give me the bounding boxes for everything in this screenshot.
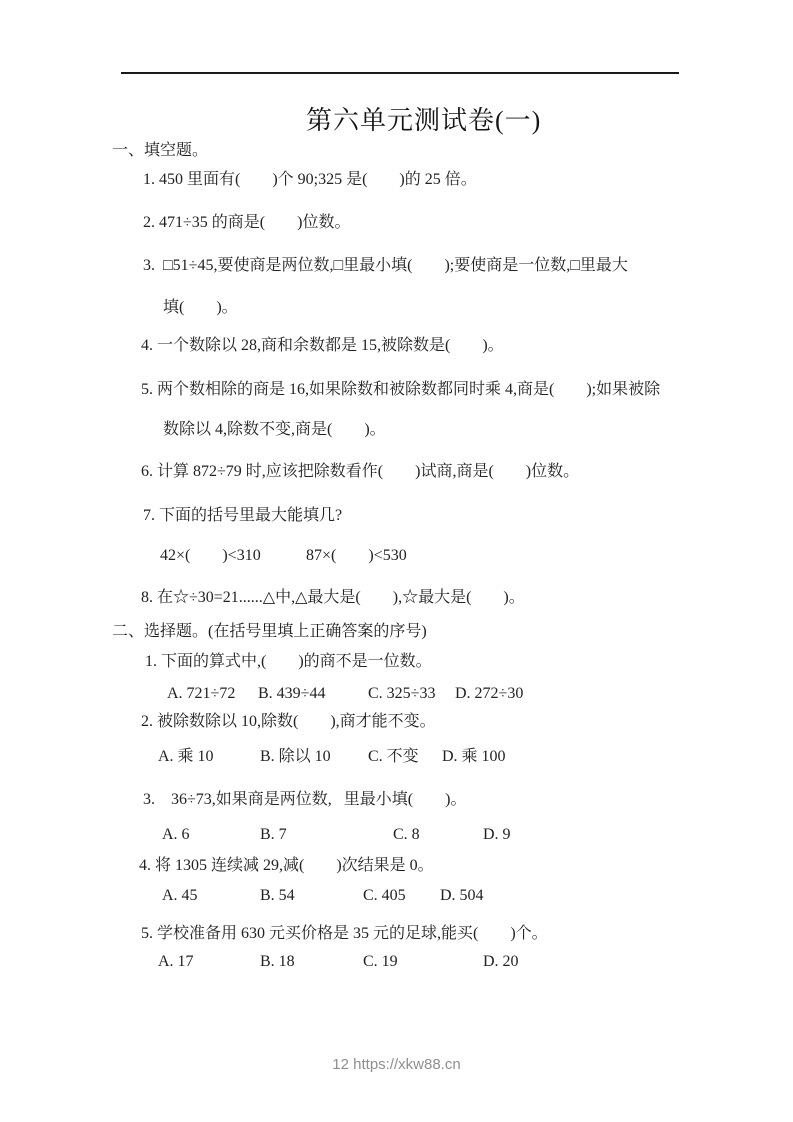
s2-question-2: 2. 被除数除以 10,除数( ),商才能不变。 [141,713,436,730]
s2-q4-option-c: C. 405 [363,887,406,904]
s2-q4-option-a: A. 45 [162,887,198,904]
s2-question-1: 1. 下面的算式中,( )的商不是一位数。 [145,653,432,670]
s2-q3-option-d: D. 9 [483,826,511,843]
s1-question-8: 8. 在☆÷30=21......△中,△最大是( ),☆最大是( )。 [141,589,525,606]
s2-q5-option-b: B. 18 [260,953,295,970]
s2-q5-option-c: C. 19 [363,953,398,970]
s2-q3-option-b: B. 7 [260,826,287,843]
s1-question-7-expression-1: 42×( )<310 [160,547,261,564]
section1-heading: 一、填空题。 [112,142,209,159]
s1-question-4: 4. 一个数除以 28,商和余数都是 15,被除数是( )。 [141,337,504,354]
s1-question-7-expression-2: 87×( )<530 [306,547,407,564]
s1-question-3-line2: 填( )。 [163,299,238,316]
s1-question-6: 6. 计算 872÷79 时,应该把除数看作( )试商,商是( )位数。 [141,463,580,480]
s2-q3-option-a: A. 6 [162,826,190,843]
s1-question-2: 2. 471÷35 的商是( )位数。 [143,214,351,231]
s2-q4-option-d: D. 504 [440,887,484,904]
s1-question-3-line1: 3. □51÷45,要使商是两位数,□里最小填( );要使商是一位数,□里最大 [143,257,628,274]
s2-q5-option-d: D. 20 [483,953,519,970]
s1-question-1: 1. 450 里面有( )个 90;325 是( )的 25 倍。 [143,171,477,188]
s2-q1-option-c: C. 325÷33 [368,685,436,702]
s2-q3-option-c: C. 8 [393,826,420,843]
page-footer-url: 12 https://xkw88.cn [332,1056,461,1073]
section2-heading: 二、选择题。(在括号里填上正确答案的序号) [112,623,427,640]
s1-question-5-line1: 5. 两个数相除的商是 16,如果除数和被除数都同时乘 4,商是( );如果被除 [141,381,661,398]
s2-q5-option-a: A. 17 [158,953,194,970]
s2-q1-option-a: A. 721÷72 [167,685,236,702]
s1-question-7: 7. 下面的括号里最大能填几? [143,507,343,524]
s2-q2-option-b: B. 除以 10 [260,748,331,765]
page-title: 第六单元测试卷(一) [306,106,542,135]
s2-q1-option-b: B. 439÷44 [258,685,326,702]
s2-question-5: 5. 学校准备用 630 元买价格是 35 元的足球,能买( )个。 [141,925,548,942]
s2-q2-option-d: D. 乘 100 [442,748,506,765]
s2-q2-option-c: C. 不变 [368,748,419,765]
header-divider-line [121,72,679,74]
s1-question-5-line2: 数除以 4,除数不变,商是( )。 [163,421,386,438]
s2-question-3: 3. 36÷73,如果商是两位数, 里最小填( )。 [143,791,467,808]
s2-q2-option-a: A. 乘 10 [158,748,214,765]
s2-q1-option-d: D. 272÷30 [455,685,524,702]
s2-q4-option-b: B. 54 [260,887,295,904]
s2-question-4: 4. 将 1305 连续减 29,减( )次结果是 0。 [139,857,434,874]
